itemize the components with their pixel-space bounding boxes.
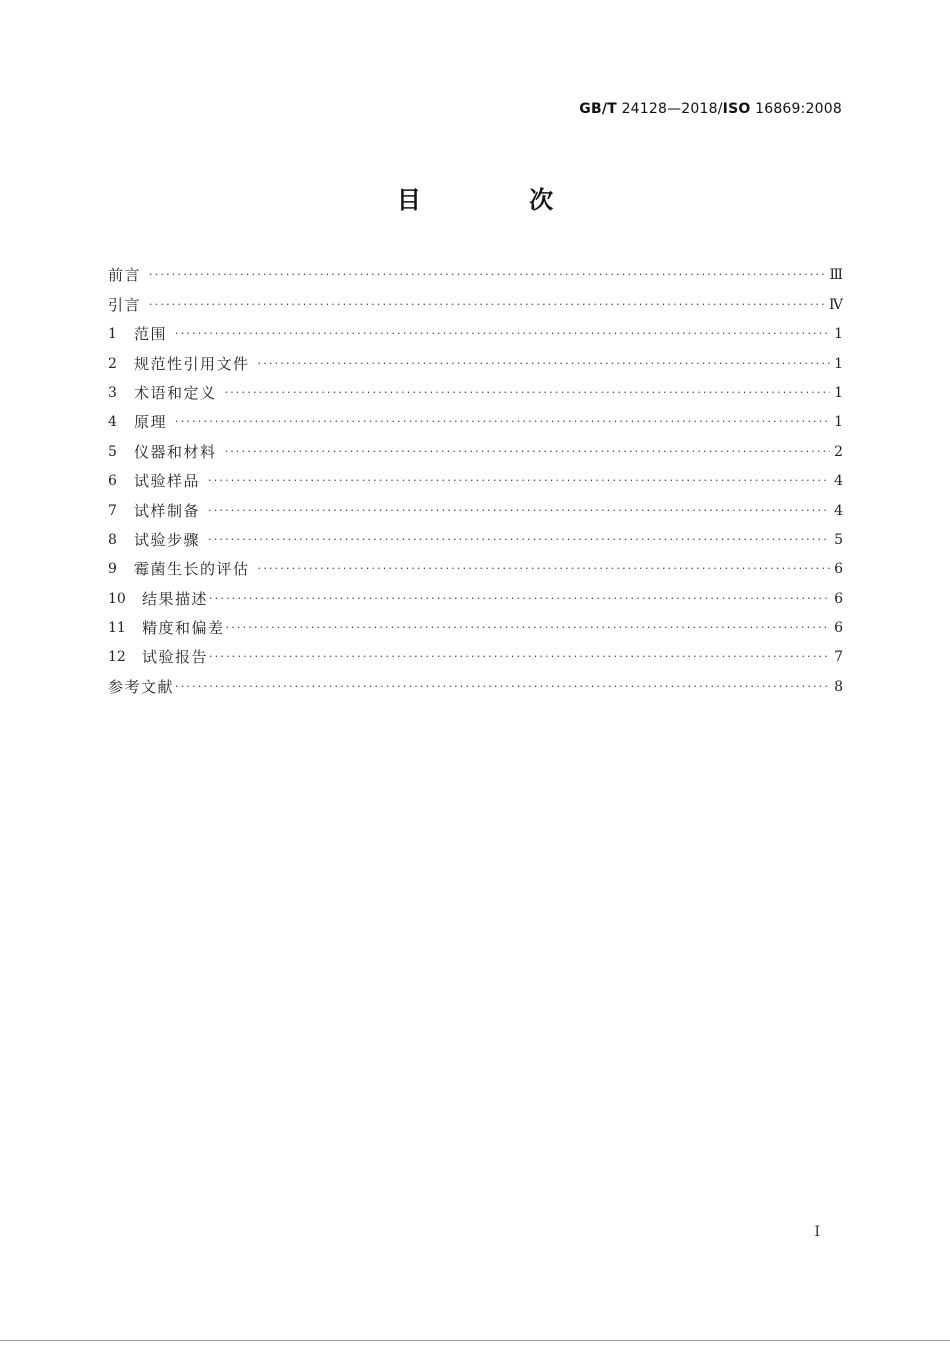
toc-entry-page: Ⅳ — [829, 296, 843, 313]
toc-entry-number: 7 — [108, 502, 117, 519]
toc-entry-page: 1 — [834, 326, 843, 343]
toc-entry[interactable] — [108, 464, 843, 493]
toc-entry-label: 前言 — [108, 266, 142, 285]
toc-entry[interactable] — [108, 640, 843, 669]
toc-entry-label: 试验样品 — [134, 472, 201, 491]
toc-entry[interactable] — [108, 317, 843, 346]
toc-entry-label: 结果描述 — [142, 589, 209, 608]
toc-entry-label: 原理 — [134, 413, 168, 432]
std-number: 24128—2018/ — [621, 101, 723, 117]
toc-leader-dots — [208, 469, 830, 493]
toc-entry[interactable] — [108, 434, 843, 463]
toc-entry-label: 引言 — [108, 295, 142, 314]
toc-entry-number: 9 — [108, 561, 117, 578]
toc-leader-dots — [226, 616, 831, 640]
toc-entry-label: 试样制备 — [134, 501, 201, 520]
toc-entry-label: 仪器和材料 — [134, 442, 217, 461]
toc-entry-page: 5 — [834, 531, 843, 548]
toc-leader-dots — [149, 263, 825, 287]
toc-entry-number: 2 — [108, 355, 117, 372]
toc-entry-page: 1 — [834, 384, 843, 401]
iso-number: 16869:2008 — [755, 101, 842, 117]
toc-entry-page: 1 — [834, 414, 843, 431]
toc-entry-number: 6 — [108, 473, 117, 490]
toc-entry-page: 1 — [834, 355, 843, 372]
toc-entry-page: 2 — [834, 443, 843, 460]
toc-entry-number: 10 — [108, 590, 126, 607]
toc-leader-dots — [258, 352, 831, 376]
toc-leader-dots — [175, 675, 830, 699]
toc-entry-page: 4 — [834, 473, 843, 490]
toc-entry-number: 1 — [108, 326, 117, 343]
standard-code — [579, 101, 842, 117]
toc-entry[interactable] — [108, 405, 843, 434]
toc-entry-label: 试验报告 — [142, 648, 209, 667]
toc-entry-number: 8 — [108, 531, 117, 548]
toc-leader-dots — [149, 293, 825, 317]
toc-entry-label: 试验步骤 — [134, 530, 201, 549]
toc-leader-dots — [208, 528, 830, 552]
toc-entry-page: 6 — [834, 620, 843, 637]
std-prefix: GB/T — [579, 101, 617, 117]
page-number: Ⅰ — [814, 1224, 820, 1240]
toc-entry-label: 范围 — [134, 325, 168, 344]
toc-leader-dots — [175, 410, 830, 434]
toc-entry-number: 11 — [108, 620, 126, 637]
toc-entry[interactable] — [108, 552, 843, 581]
toc-entry[interactable] — [108, 523, 843, 552]
toc-entry[interactable] — [108, 611, 843, 640]
toc-entry-page: 6 — [834, 590, 843, 607]
toc-entry-number: 4 — [108, 414, 117, 431]
toc-entry-label: 规范性引用文件 — [134, 354, 250, 373]
toc-leader-dots — [209, 587, 830, 611]
toc-entry-label: 术语和定义 — [134, 383, 217, 402]
table-of-contents — [108, 258, 843, 699]
toc-entry[interactable] — [108, 376, 843, 405]
toc-entry[interactable] — [108, 346, 843, 375]
toc-leader-dots — [208, 499, 830, 523]
toc-entry[interactable] — [108, 669, 843, 698]
toc-entry-page: Ⅲ — [829, 267, 843, 284]
toc-entry-label: 精度和偏差 — [142, 619, 225, 638]
toc-entry[interactable] — [108, 258, 843, 287]
toc-entry[interactable] — [108, 581, 843, 610]
toc-entry-number: 3 — [108, 384, 117, 401]
page-bottom-divider — [0, 1340, 950, 1341]
toc-leader-dots — [225, 381, 831, 405]
toc-entry-label: 参考文献 — [108, 677, 175, 696]
toc-leader-dots — [225, 440, 831, 464]
toc-entry[interactable] — [108, 287, 843, 316]
toc-entry-label: 霉菌生长的评估 — [134, 560, 250, 579]
toc-entry-page: 4 — [834, 502, 843, 519]
toc-entry-number: 5 — [108, 443, 117, 460]
toc-leader-dots — [258, 557, 831, 581]
toc-entry-page: 7 — [834, 649, 843, 666]
toc-entry-page: 8 — [834, 678, 843, 695]
toc-leader-dots — [175, 322, 830, 346]
toc-leader-dots — [209, 645, 830, 669]
toc-entry[interactable] — [108, 493, 843, 522]
toc-entry-page: 6 — [834, 561, 843, 578]
toc-entry-number: 12 — [108, 649, 126, 666]
iso-prefix: ISO — [722, 101, 751, 117]
page-title: 目 次 — [396, 186, 604, 214]
